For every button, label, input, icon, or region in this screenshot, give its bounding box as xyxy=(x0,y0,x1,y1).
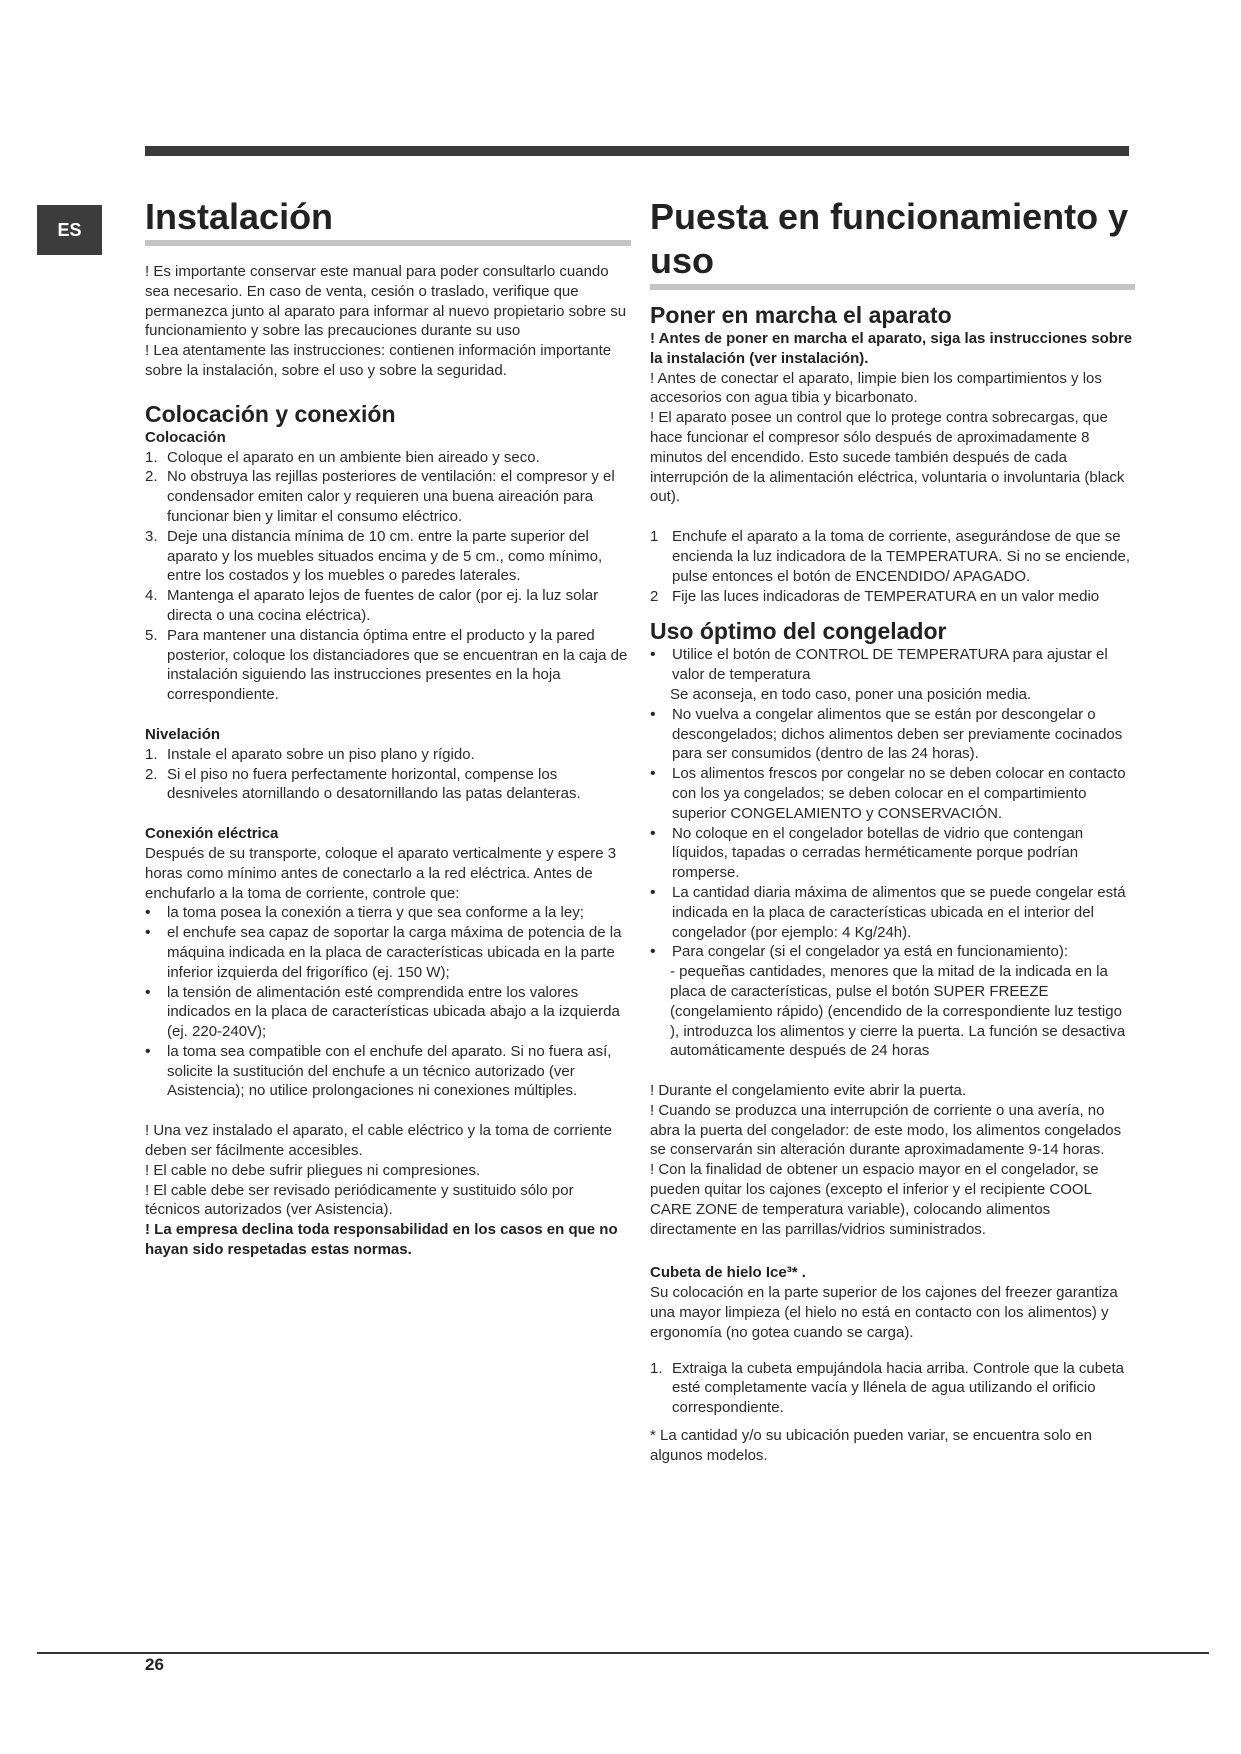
note-paragraph: ! Con la finalidad de obtener un espacio mayor en el congelador, se pueden quitar los cajones (excepto el inferior y el recipiente COOL CARE ZONE de temperatura variable), colocando alimentos directamente en las parrillas/vidrios suministrados. xyxy=(650,1161,1099,1238)
section-heading: Colocación y conexión xyxy=(145,400,396,427)
bullet-item: • No coloque en el congelador botellas de vidrio que contengan líquidos, tapadas o cerradas herméticamente porque podrían romperse. xyxy=(650,824,1084,882)
list-item: 2. Si el piso no fuera perfectamente horizontal, compense los desniveles atornillando o desatornillando las patas delanteras. xyxy=(145,765,581,803)
right-column xyxy=(650,195,1135,1466)
footer-rule xyxy=(37,1652,1209,1654)
bullet-item: • No vuelva a congelar alimentos que se están por descongelar o descongelados; dichos alimentos deben ser previamente cocinados para ser consumidos (dentro de las 24 horas). xyxy=(650,705,1123,763)
body-paragraph: Su colocación en la parte superior de los cajones del freezer garantiza una mayor limpieza (el hielo no está en contacto con los alimentos) y ergonomía (no gotea cuando se carga). xyxy=(650,1284,1118,1341)
note-paragraph: ! Antes de conectar el aparato, limpie bien los compartimientos y los accesorios con agua tibia y bicarbonato. xyxy=(650,369,1102,407)
list-item: 4. Mantenga el aparato lejos de fuentes de calor (por ej. la luz solar directa o una cocina eléctrica). xyxy=(145,587,599,624)
bullet-item: • la toma sea compatible con el enchufe del aparato. Si no fuera así, solicite la sustitución del enchufe a un técnico autorizado (ver Asistencia); no utilice prolongaciones ni conexiones múltiples. xyxy=(145,1042,612,1100)
subsection-heading: Colocación xyxy=(145,428,226,446)
note-paragraph: ! Durante el congelamiento evite abrir la puerta. xyxy=(650,1082,967,1100)
note-paragraph: ! Una vez instalado el aparato, el cable eléctrico y la toma de corriente deben ser fácilmente accesibles. xyxy=(145,1122,612,1160)
subsection-heading: Nivelación xyxy=(145,725,221,743)
warning-paragraph: ! La empresa declina toda responsabilidad en los casos en que no hayan sido respetadas estas normas. xyxy=(145,1221,618,1259)
intro-paragraph: ! Lea atentamente las instrucciones: contienen información importante sobre la instalación, sobre el uso y sobre la seguridad. xyxy=(145,342,612,379)
installation-title: Instalación xyxy=(145,196,334,237)
bullet-item: • Utilice el botón de CONTROL DE TEMPERATURA para ajustar el valor de temperatura xyxy=(650,646,1108,684)
subsection-heading: Cubeta de hielo Ice³* . xyxy=(650,1264,806,1282)
bullet-item: • la tensión de alimentación esté comprendida entre los valores indicados en la placa de características ubicada abajo a la izquierda (ej. 220-240V); xyxy=(145,983,620,1041)
header-rule xyxy=(145,146,1129,156)
list-item: 2 Fije las luces indicadoras de TEMPERATURA en un valor medio xyxy=(650,587,1100,605)
language-tab: ES xyxy=(37,205,102,255)
subsection-heading: Conexión eléctrica xyxy=(145,825,279,843)
bullet-item: • Para congelar (si el congelador ya está en funcionamiento): xyxy=(650,943,1069,961)
list-item: 3. Deje una distancia mínima de 10 cm. entre la parte superior del aparato y los muebles situados encima y de 5 cm., como mínimo, entre los costados y los muebles o paredes laterales. xyxy=(145,527,603,585)
list-item: 1. Extraiga la cubeta empujándola hacia arriba. Controle que la cubeta esté completamente vacía y llénela de agua utilizando el orificio correspondiente. xyxy=(650,1359,1124,1417)
list-item: 1 Enchufe el aparato a la toma de corriente, asegurándose de que se encienda la luz indicadora de la TEMPERATURA. Si no se enciende, pulse entonces el botón de ENCENDIDO/ APAGADO. xyxy=(650,528,1131,585)
note-paragraph: ! Cuando se produzca una interrupción de corriente o una avería, no abra la puerta del congelador: de este modo, los alimentos congelados se conservarán sin alteración durante aproximadamente 9-14 horas. xyxy=(650,1101,1122,1159)
list-item: 1. Instale el aparato sobre un piso plano y rígido. xyxy=(145,745,475,763)
bullet-item: • Los alimentos frescos por congelar no se deben colocar en contacto con los ya congelados; se deben colocar en el compartimiento superior CONGELAMIENTO y CONSERVACIÓN. xyxy=(650,765,1126,822)
operation-title: Puesta en funcionamiento y uso xyxy=(650,196,1129,281)
note-paragraph: ! El cable debe ser revisado periódicamente y sustituido sólo por técnicos autorizados (ver Asistencia). xyxy=(145,1181,574,1219)
bullet-continuation: - pequeñas cantidades, menores que la mitad de la indicada en la placa de características, pulse el botón SUPER FREEZE (congelamiento rápido) (encendido de la correspondiente luz testigo ), introduzca los alimentos y cierre la puerta. La función se desactiva automáticamente después de 24 horas xyxy=(670,963,1126,1060)
footnote: * La cantidad y/o su ubicación pueden variar, se encuentra solo en algunos modelos. xyxy=(650,1427,1092,1464)
bullet-item: • La cantidad diaria máxima de alimentos que se puede congelar está indicada en la placa de características ubicada en el interior del congelador (por ejemplo: 4 Kg/24h). xyxy=(650,883,1126,941)
list-item: 5. Para mantener una distancia óptima entre el producto y la pared posterior, coloque los distanciadores que se encuentran en la caja de instalación siguiendo las instrucciones presentes en la hoja correspondiente. xyxy=(145,626,628,704)
section-heading: Uso óptimo del congelador xyxy=(650,618,947,645)
page-number: 26 xyxy=(145,1655,164,1674)
list-item: 2. No obstruya las rejillas posteriores de ventilación: el compresor y el condensador emiten calor y requieren una buena aireación para funcionar bien y limitar el consumo eléctrico. xyxy=(145,468,615,525)
list-item: 1. Coloque el aparato en un ambiente bien aireado y seco. xyxy=(145,448,540,466)
intro-paragraph: ! Es importante conservar este manual para poder consultarlo cuando sea necesario. En caso de venta, cesión o traslado, verifique que permanezca junto al aparato para informar al nuevo propietario sobre su funcionamiento y sobre las precauciones durante su uso xyxy=(145,263,627,340)
bullet-item: • la toma posea la conexión a tierra y que sea conforme a la ley; xyxy=(145,904,584,922)
bold-note: ! Antes de poner en marcha el aparato, siga las instrucciones sobre la instalación (ver instalación). xyxy=(650,330,1133,367)
note-paragraph: ! El aparato posee un control que lo protege contra sobrecargas, que hace funcionar el compresor sólo después de aproximadamente 8 minutos del encendido. Esto sucede también después de cada interrupción de la alimentación eléctrica, voluntaria o involuntaria (black out). xyxy=(650,409,1125,506)
body-paragraph: Después de su transporte, coloque el aparato verticalmente y espere 3 horas como mínimo antes de conectarlo a la red eléctrica. Antes de enchufarlo a la toma de corriente, controle que: xyxy=(145,844,617,902)
bullet-continuation: Se aconseja, en todo caso, poner una posición media. xyxy=(670,685,1032,703)
left-column xyxy=(145,195,631,1260)
section-heading: Poner en marcha el aparato xyxy=(650,302,952,328)
bullet-item: • el enchufe sea capaz de soportar la carga máxima de potencia de la máquina indicada en la placa de características ubicada en la parte inferior izquierda del frigorífico (ej. 150 W); xyxy=(145,924,622,981)
note-paragraph: ! El cable no debe sufrir pliegues ni compresiones. xyxy=(145,1161,481,1179)
